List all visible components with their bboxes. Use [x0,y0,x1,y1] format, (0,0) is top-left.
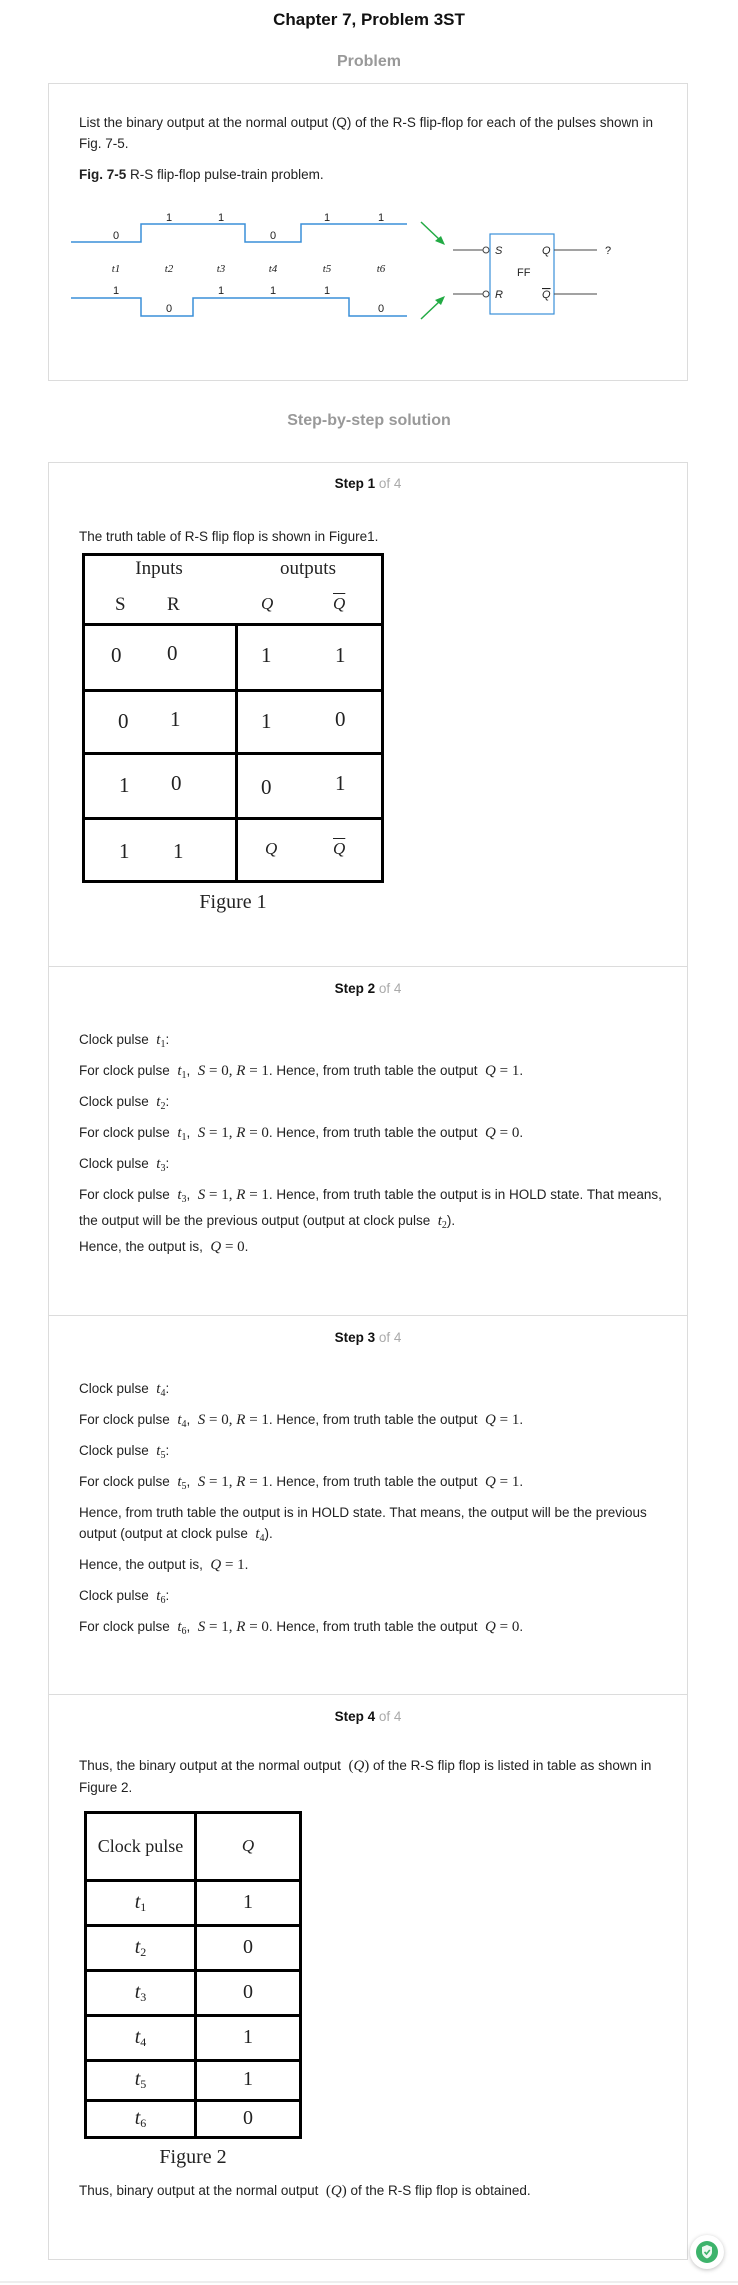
s-bit: 1 [165,212,173,224]
time-label: t6 [376,263,386,275]
truth-cell: 0 [111,643,122,667]
step-4-text: Thus, the binary output at the normal output (Q) of the R-S flip flop is listed in table as shown in Figure 2. [79,1758,652,1795]
s-bit: 0 [112,230,120,242]
step-4-header [49,1709,687,1724]
step-of-total: of 4 [378,476,402,491]
s-bit: 1 [217,212,225,224]
pin-q-label: Q [542,245,551,257]
q-cell: 1 [243,2068,253,2090]
verified-badge[interactable] [690,2235,724,2269]
clock-cell: $t_5$ [134,2068,147,2091]
col-q: Q [261,594,274,613]
solution-section-title: Step-by-step solution [287,412,451,429]
step-3-line: For clock pulse $t_6$, S = 1, R = 0. Hence, from truth table the output Q = 0. [79,1619,524,1637]
truth-cell: $\overline{Q}$ [333,839,346,858]
time-label: t1 [111,263,121,275]
step-3-line: Clock pulse $t_5$: [79,1443,170,1461]
truth-table [82,553,384,883]
step-of-total: of 4 [378,1330,402,1345]
time-label: t3 [216,263,226,275]
output-table [84,1811,302,2139]
pin-s-label: S [495,245,503,257]
truth-cell: 0 [171,771,182,795]
col-clock-pulse: Clock pulse [97,1836,184,1856]
bottom-border [0,2281,738,2283]
step-3-line: Clock pulse $t_4$: [79,1381,170,1399]
q-cell: 1 [243,2026,253,2048]
step-3-line: Hence, the output is, Q = 1. [79,1557,249,1573]
inputs-header: Inputs [135,558,183,579]
step-of-total: of 4 [378,981,402,996]
q-cell: 1 [243,1891,253,1913]
q-cell: 0 [243,2107,253,2129]
s-bit: 1 [377,212,385,224]
col-r: R [167,594,180,615]
problem-card [48,83,688,381]
s-arrow [421,222,441,241]
step-4-final: Thus, binary output at the normal output (Q) of the R-S flip flop is obtained. [79,2183,531,2199]
truth-cell: 0 [167,641,178,665]
q-cell: 0 [243,1936,253,1958]
truth-cell: 1 [335,643,346,667]
time-label: t4 [268,263,278,275]
step-2-line: For clock pulse $t_3$, S = 1, R = 1. Hence, from truth table the output is in HOLD state. That means, the output will be the previous output (output at clock pulse $t_2$). [79,1187,662,1231]
step-3-line: Hence, from truth table the output is in HOLD state. That means, the output will be the previous output (output at clock pulse $t_4$). [79,1505,647,1544]
truth-cell: 1 [335,771,346,795]
figure-caption-text: R-S flip-flop pulse-train problem. [130,167,324,182]
s-bit: 1 [323,212,331,224]
clock-cell: $t_6$ [134,2107,147,2130]
r-bit: 1 [323,285,331,297]
r-bit: 0 [165,303,173,315]
col-q: Q [241,1836,255,1855]
truth-cell: 1 [119,839,130,863]
truth-cell: 0 [261,775,272,799]
step-3-line: For clock pulse $t_4$, S = 0, R = 1. Hence, from truth table the output Q = 1. [79,1412,524,1430]
page-title: Chapter 7, Problem 3ST [273,10,465,29]
s-waveform [71,224,407,242]
problem-text: List the binary output at the normal output (Q) of the R-S flip-flop for each of the pulses shown in Fig. 7-5. [79,115,654,151]
step-2-line: For clock pulse $t_1$, S = 1, R = 0. Hence, from truth table the output Q = 0. [79,1125,524,1143]
time-label: t2 [164,263,174,275]
step-of-total: of 4 [378,1709,402,1724]
figure-1-caption: Figure 1 [199,891,267,913]
truth-cell: 1 [173,839,184,863]
r-bit: 1 [217,285,225,297]
ff-label: FF [517,267,531,279]
col-s: S [115,594,126,615]
r-waveform [71,298,407,316]
figure-label: Fig. 7-5 [79,167,127,182]
step-2-line: Hence, the output is, Q = 0. [79,1239,249,1255]
s-bit: 0 [269,230,277,242]
step-2-line: Clock pulse $t_1$: [79,1032,170,1050]
r-arrow [421,300,441,319]
pulse-train-diagram [49,194,689,374]
truth-cell: 0 [335,707,346,731]
step-label: Step 2 [334,981,376,996]
clock-cell: $t_3$ [134,1981,147,2004]
truth-cell: 1 [261,709,272,733]
time-label: t5 [322,263,332,275]
step-3-header [49,1330,687,1345]
step-3-line: Clock pulse $t_6$: [79,1588,170,1606]
step-label: Step 1 [334,476,376,491]
pin-qbar-label: Q [542,289,551,301]
step-1-header [49,476,687,491]
step-3-line: For clock pulse $t_5$, S = 1, R = 1. Hence, from truth table the output Q = 1. [79,1474,524,1492]
clock-cell: $t_4$ [134,2026,147,2049]
truth-cell: 1 [170,707,181,731]
outputs-header: outputs [280,558,336,579]
r-bit: 0 [377,303,385,315]
step-label: Step 3 [334,1330,376,1345]
step-2-header [49,981,687,996]
truth-cell: 0 [118,709,129,733]
output-unknown: ? [605,245,612,257]
step-1-text: The truth table of R-S flip flop is shown in Figure1. [79,529,379,544]
r-bit: 1 [112,285,120,297]
step-2-line: Clock pulse $t_2$: [79,1094,170,1112]
clock-cell: $t_2$ [134,1936,147,1959]
r-bit: 1 [269,285,277,297]
solution-card [48,462,688,2260]
q-cell: 0 [243,1981,253,2003]
shield-check-icon [696,2241,718,2263]
pin-r-label: R [495,289,503,301]
truth-cell: Q [265,839,278,858]
figure-caption [79,164,659,185]
truth-cell: 1 [119,773,130,797]
step-label: Step 4 [334,1709,376,1724]
clock-cell: $t_1$ [134,1891,147,1914]
step-2-line: Clock pulse $t_3$: [79,1156,170,1174]
step-2-line: For clock pulse $t_1$, S = 0, R = 1. Hence, from truth table the output Q = 1. [79,1063,524,1081]
truth-cell: 1 [261,643,272,667]
col-qbar: $\overline{Q}$ [333,594,346,613]
figure-2-caption: Figure 2 [159,2146,227,2168]
problem-section-title: Problem [336,53,401,70]
